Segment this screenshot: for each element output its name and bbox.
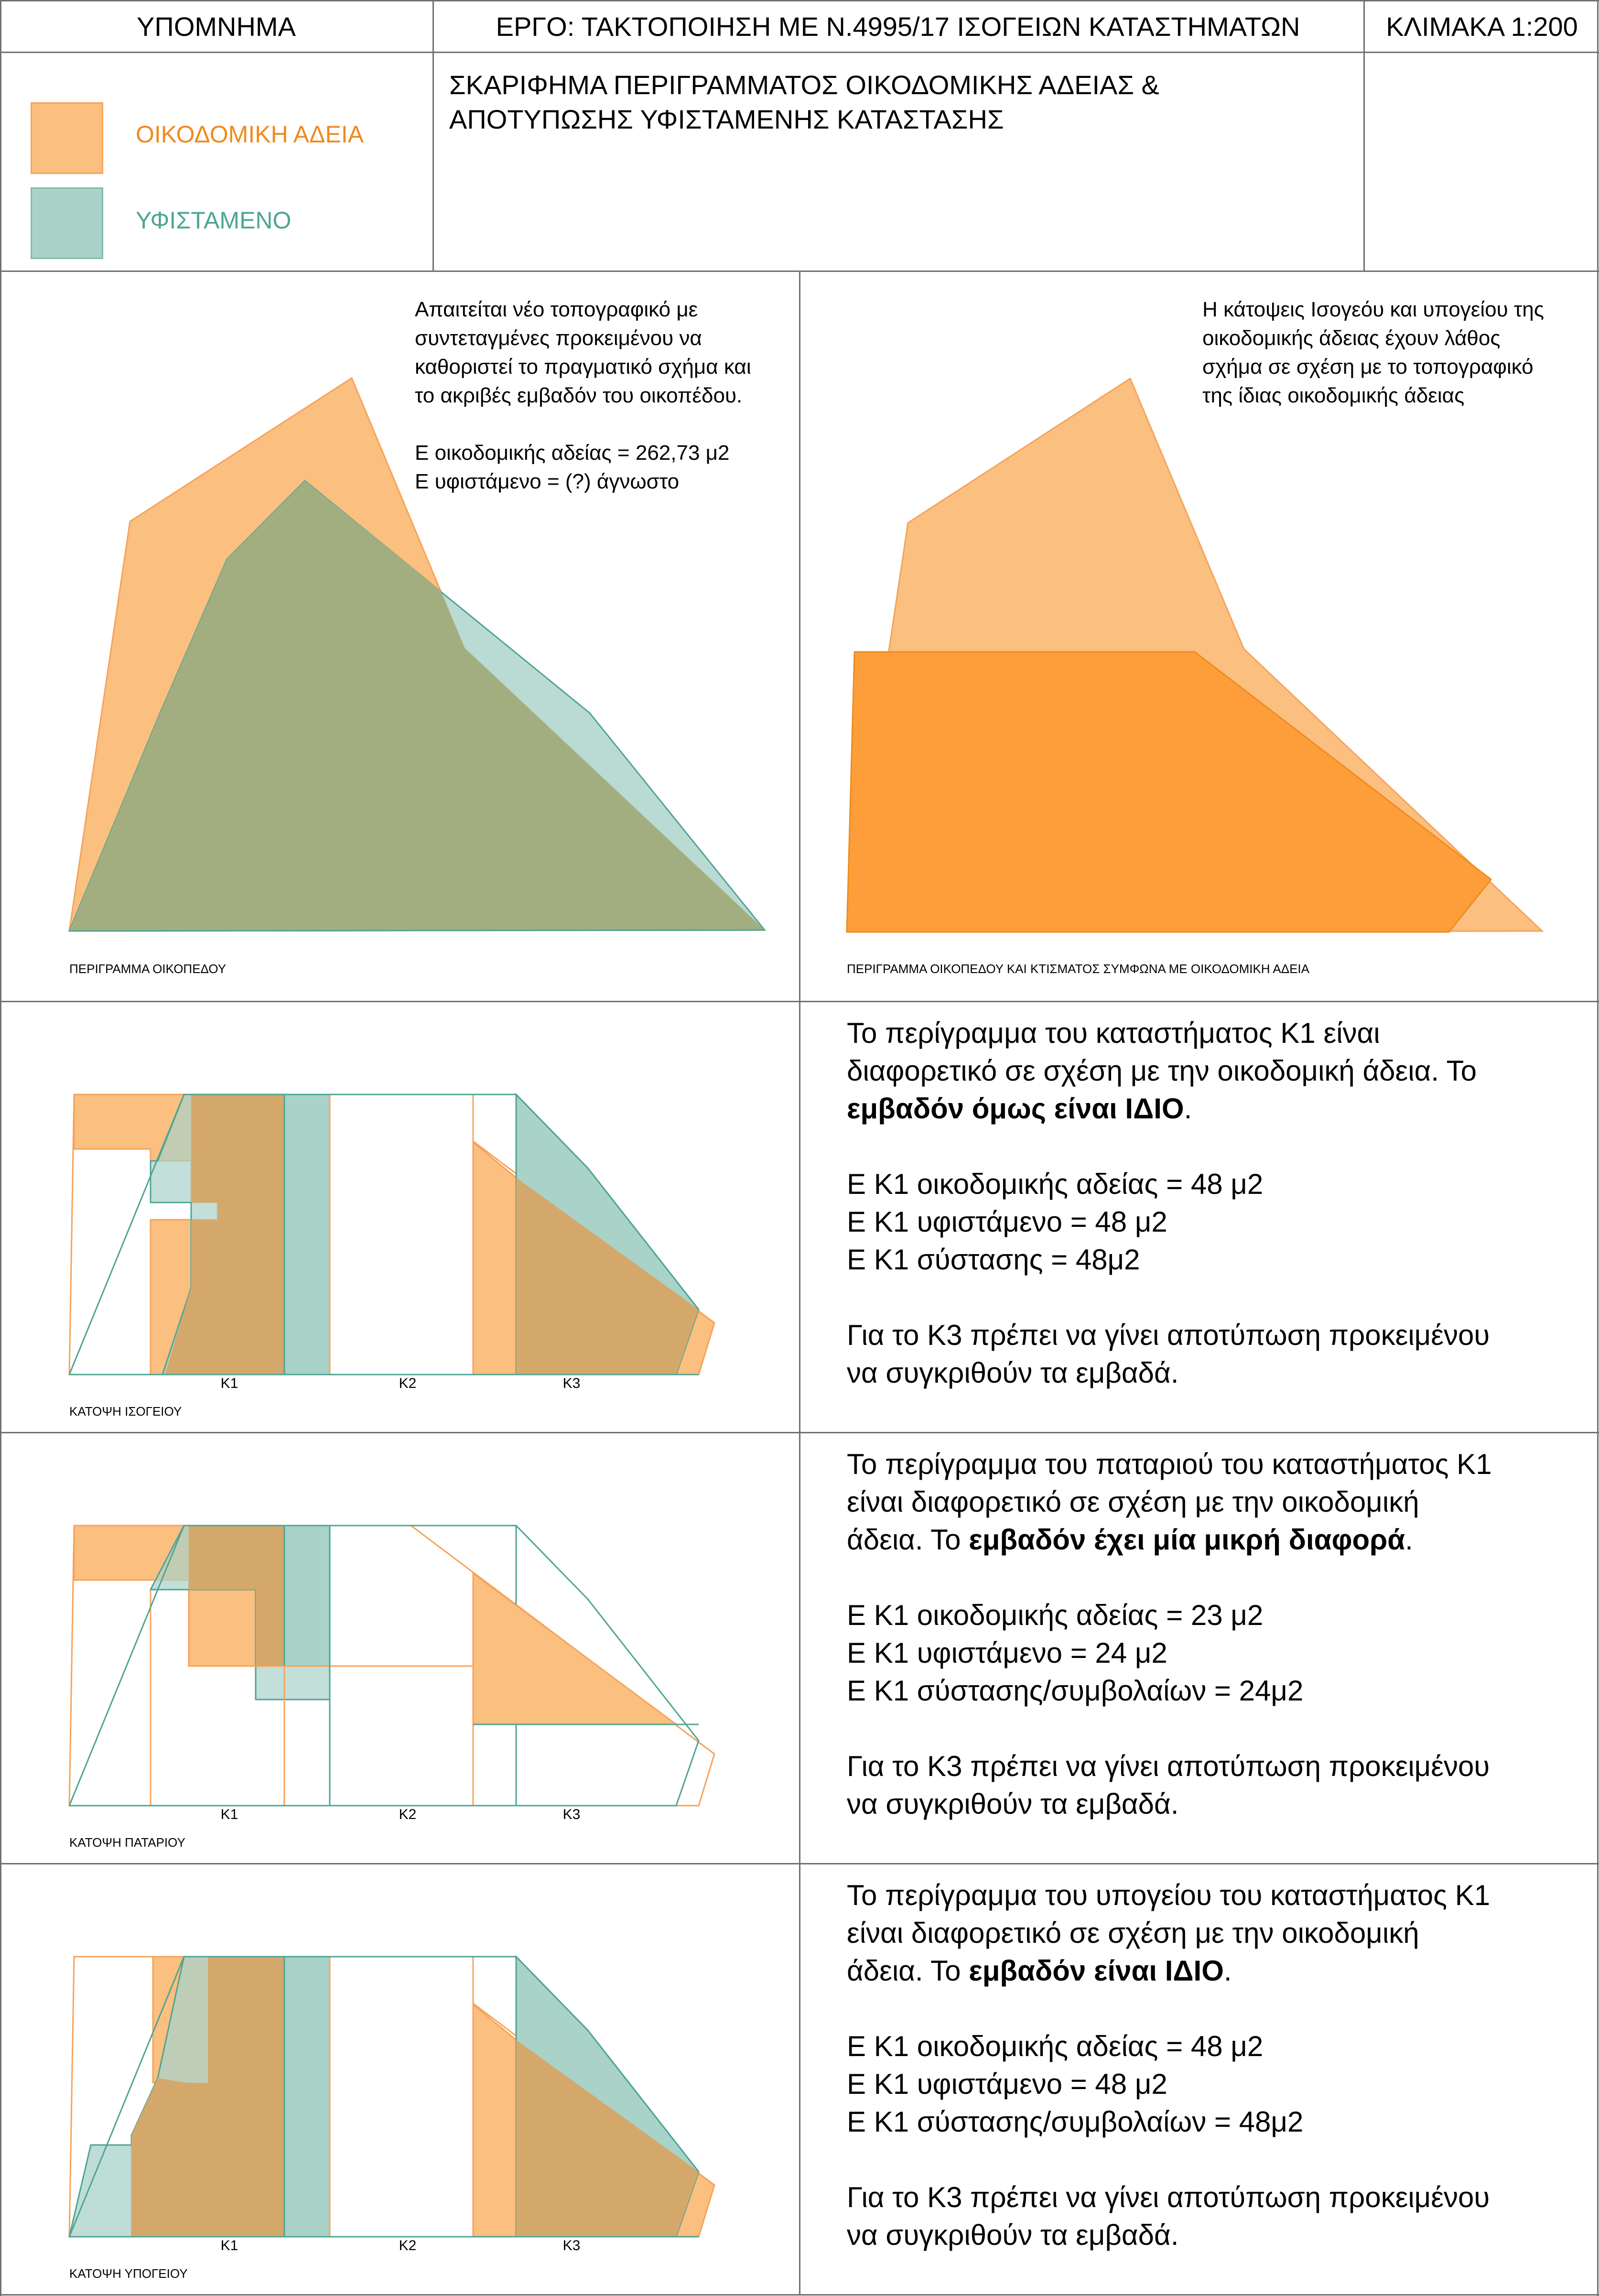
ground-floor-plan	[0, 1001, 799, 1432]
project-title: ΕΡΓΟ: ΤΑΚΤΟΠΟΙΗΣΗ ΜΕ Ν.4995/17 ΙΣΟΓΕΙΩΝ ΚΑΤΑΣΤΗΜΑΤΩΝ	[496, 11, 1300, 42]
ground-area-deed: Ε Κ1 σύστασης = 48μ2	[847, 1244, 1140, 1276]
mezz-k3-permit	[473, 1573, 676, 1724]
mezz-text-tail: .	[1405, 1524, 1413, 1556]
basement-text-line-1: Το περίγραμμα του υπογείου του καταστήματος Κ1	[847, 1879, 1491, 1911]
subtitle-line-1: ΣΚΑΡΙΦΗΜΑ ΠΕΡΙΓΡΑΜΜΑΤΟΣ ΟΙΚΟΔΟΜΙΚΗΣ ΑΔΕΙΑΣ &	[449, 70, 1159, 100]
mezz-text-line-2: είναι διαφορετικό σε σχέση με την οικοδομική	[847, 1486, 1419, 1518]
ground-k3-line-1: Για το Κ3 πρέπει να γίνει αποτύπωση προκειμένου	[847, 1319, 1490, 1351]
ground-k2	[330, 1094, 473, 1375]
building-note-line-4: της ίδιας οικοδομικής άδειας	[1202, 384, 1465, 407]
ground-label-k3: Κ3	[562, 1375, 581, 1391]
legend-label-permit: ΟΙΚΟΔΟΜΙΚΗ ΑΔΕΙΑ	[136, 121, 364, 148]
ground-label-k2: Κ2	[399, 1375, 417, 1391]
header-divider-vertical-2	[1363, 0, 1365, 271]
plot-note-line-4: το ακριβές εμβαδόν του οικοπέδου.	[415, 384, 743, 407]
header-divider-line	[0, 52, 1599, 53]
basement-corridor-existing	[284, 1957, 330, 2237]
ground-area-permit: Ε Κ1 οικοδομικής αδείας = 48 μ2	[847, 1168, 1264, 1200]
plot-note-line-2: συντεταγμένες προκειμένου να	[415, 326, 702, 350]
basement-plan	[0, 1863, 799, 2294]
subtitle-line-2: ΑΠΟΤΥΠΩΣΗΣ ΥΦΙΣΤΑΜΕΝΗΣ ΚΑΤΑΣΤΑΣΗΣ	[449, 104, 1004, 134]
mezz-area-existing: Ε Κ1 υφιστάμενο = 24 μ2	[847, 1637, 1167, 1669]
mezz-text-head: άδεια. Το	[847, 1524, 969, 1556]
basement-label-k1: Κ1	[220, 2238, 238, 2253]
basement-area-deed: Ε Κ1 σύστασης/συμβολαίων = 48μ2	[847, 2106, 1304, 2138]
mezz-k3-line-2: να συγκριθούν τα εμβαδά.	[847, 1788, 1179, 1820]
plot-note	[415, 295, 792, 496]
basement-area-existing: Ε Κ1 υφιστάμενο = 48 μ2	[847, 2068, 1167, 2100]
legend-swatch-existing	[31, 187, 103, 259]
ground-caption: ΚΑΤΟΨΗ ΙΣΟΓΕΙΟΥ	[69, 1404, 182, 1419]
mezz-label-k1: Κ1	[220, 1807, 238, 1822]
mezz-caption: ΚΑΤΟΨΗ ΠΑΤΑΡΙΟΥ	[69, 1835, 185, 1850]
mezz-area-deed: Ε Κ1 σύστασης/συμβολαίων = 24μ2	[847, 1675, 1304, 1707]
building-note-line-3: σχήμα σε σχέση με το τοπογραφικό	[1202, 355, 1534, 379]
ground-label-k1: Κ1	[220, 1375, 238, 1391]
basement-label-k3: Κ3	[562, 2238, 581, 2253]
legend-label-existing: ΥΦΙΣΤΑΜΕΝΟ	[136, 207, 292, 234]
mezz-k3-line-1: Για το Κ3 πρέπει να γίνει αποτύπωση προκειμένου	[847, 1750, 1490, 1782]
header-divider-vertical-1	[432, 0, 434, 271]
basement-k3-line-2: να συγκριθούν τα εμβαδά.	[847, 2219, 1179, 2251]
ground-text-line-1: Το περίγραμμα του καταστήματος Κ1 είναι	[847, 1017, 1380, 1049]
legend-swatch-permit	[31, 102, 103, 174]
mezz-text-line-1: Το περίγραμμα του παταριού του καταστήματος Κ1	[847, 1448, 1492, 1480]
building-caption: ΠΕΡΙΓΡΑΜΜΑ ΟΙΚΟΠΕΔΟΥ ΚΑΙ ΚΤΙΣΜΑΤΟΣ ΣΥΜΦΩΝΑ ΜΕ ΟΙΚΟΔΟΜΙΚΗ ΑΔΕΙΑ	[847, 962, 1309, 976]
ground-corridor-existing	[284, 1094, 330, 1375]
mezz-label-k3: Κ3	[562, 1807, 581, 1822]
plot-note-line-1: Απαιτείται νέο τοπογραφικό με	[415, 298, 698, 321]
mezz-text-block	[847, 1445, 1592, 1823]
mezz-label-k2: Κ2	[399, 1807, 417, 1822]
frame-top-line	[0, 0, 1599, 1]
plot-caption: ΠΕΡΙΓΡΑΜΜΑ ΟΙΚΟΠΕΔΟΥ	[69, 962, 227, 976]
ground-text-block	[847, 1014, 1592, 1392]
basement-k2	[330, 1957, 473, 2237]
basement-label-k2: Κ2	[399, 2238, 417, 2253]
ground-k3-line-2: να συγκριθούν τα εμβαδά.	[847, 1357, 1179, 1389]
scale-label: ΚΛΙΜΑΚΑ 1:200	[1386, 11, 1578, 42]
basement-area-permit: Ε Κ1 οικοδομικής αδείας = 48 μ2	[847, 2030, 1264, 2062]
basement-caption: ΚΑΤΟΨΗ ΥΠΟΓΕΙΟΥ	[69, 2266, 188, 2281]
building-note-line-1: Η κάτοψεις Ισογεόυ και υπογείου της	[1202, 298, 1544, 321]
ground-text-tail: .	[1184, 1093, 1192, 1125]
basement-text-bold: εμβαδόν είναι ΙΔΙΟ	[969, 1955, 1224, 1987]
ground-text-bold: εμβαδόν όμως είναι ΙΔΙΟ	[847, 1093, 1184, 1125]
legend-title: ΥΠΟΜΝΗΜΑ	[137, 11, 296, 42]
basement-text-block	[847, 1876, 1592, 2254]
plot-area-permit: Ε οικοδομικής αδείας = 262,73 μ2	[415, 441, 730, 465]
basement-text-tail: .	[1223, 1955, 1232, 1987]
mezz-area-permit: Ε Κ1 οικοδομικής αδείας = 23 μ2	[847, 1599, 1264, 1631]
ground-text-line-2: διαφορετικό σε σχέση με την οικοδομική άδεια. Το	[847, 1055, 1477, 1087]
mezzanine-plan	[0, 1432, 799, 1863]
building-note	[1202, 295, 1594, 410]
ground-area-existing: Ε Κ1 υφιστάμενο = 48 μ2	[847, 1206, 1167, 1238]
basement-text-head: άδεια. Το	[847, 1955, 969, 1987]
mezz-text-bold: εμβαδόν έχει μία μικρή διαφορά	[969, 1524, 1405, 1556]
plot-area-existing: Ε υφιστάμενο = (?) άγνωστο	[415, 470, 680, 493]
plot-note-line-3: καθοριστεί το πραγματικό σχήμα και	[415, 355, 751, 379]
basement-text-line-2: είναι διαφορετικό σε σχέση με την οικοδομική	[847, 1917, 1419, 1949]
frame-right-line	[1597, 0, 1599, 2296]
basement-k3-line-1: Για το Κ3 πρέπει να γίνει αποτύπωση προκειμένου	[847, 2181, 1490, 2213]
building-note-line-2: οικοδομικής άδειας έχουν λάθος	[1202, 326, 1501, 350]
